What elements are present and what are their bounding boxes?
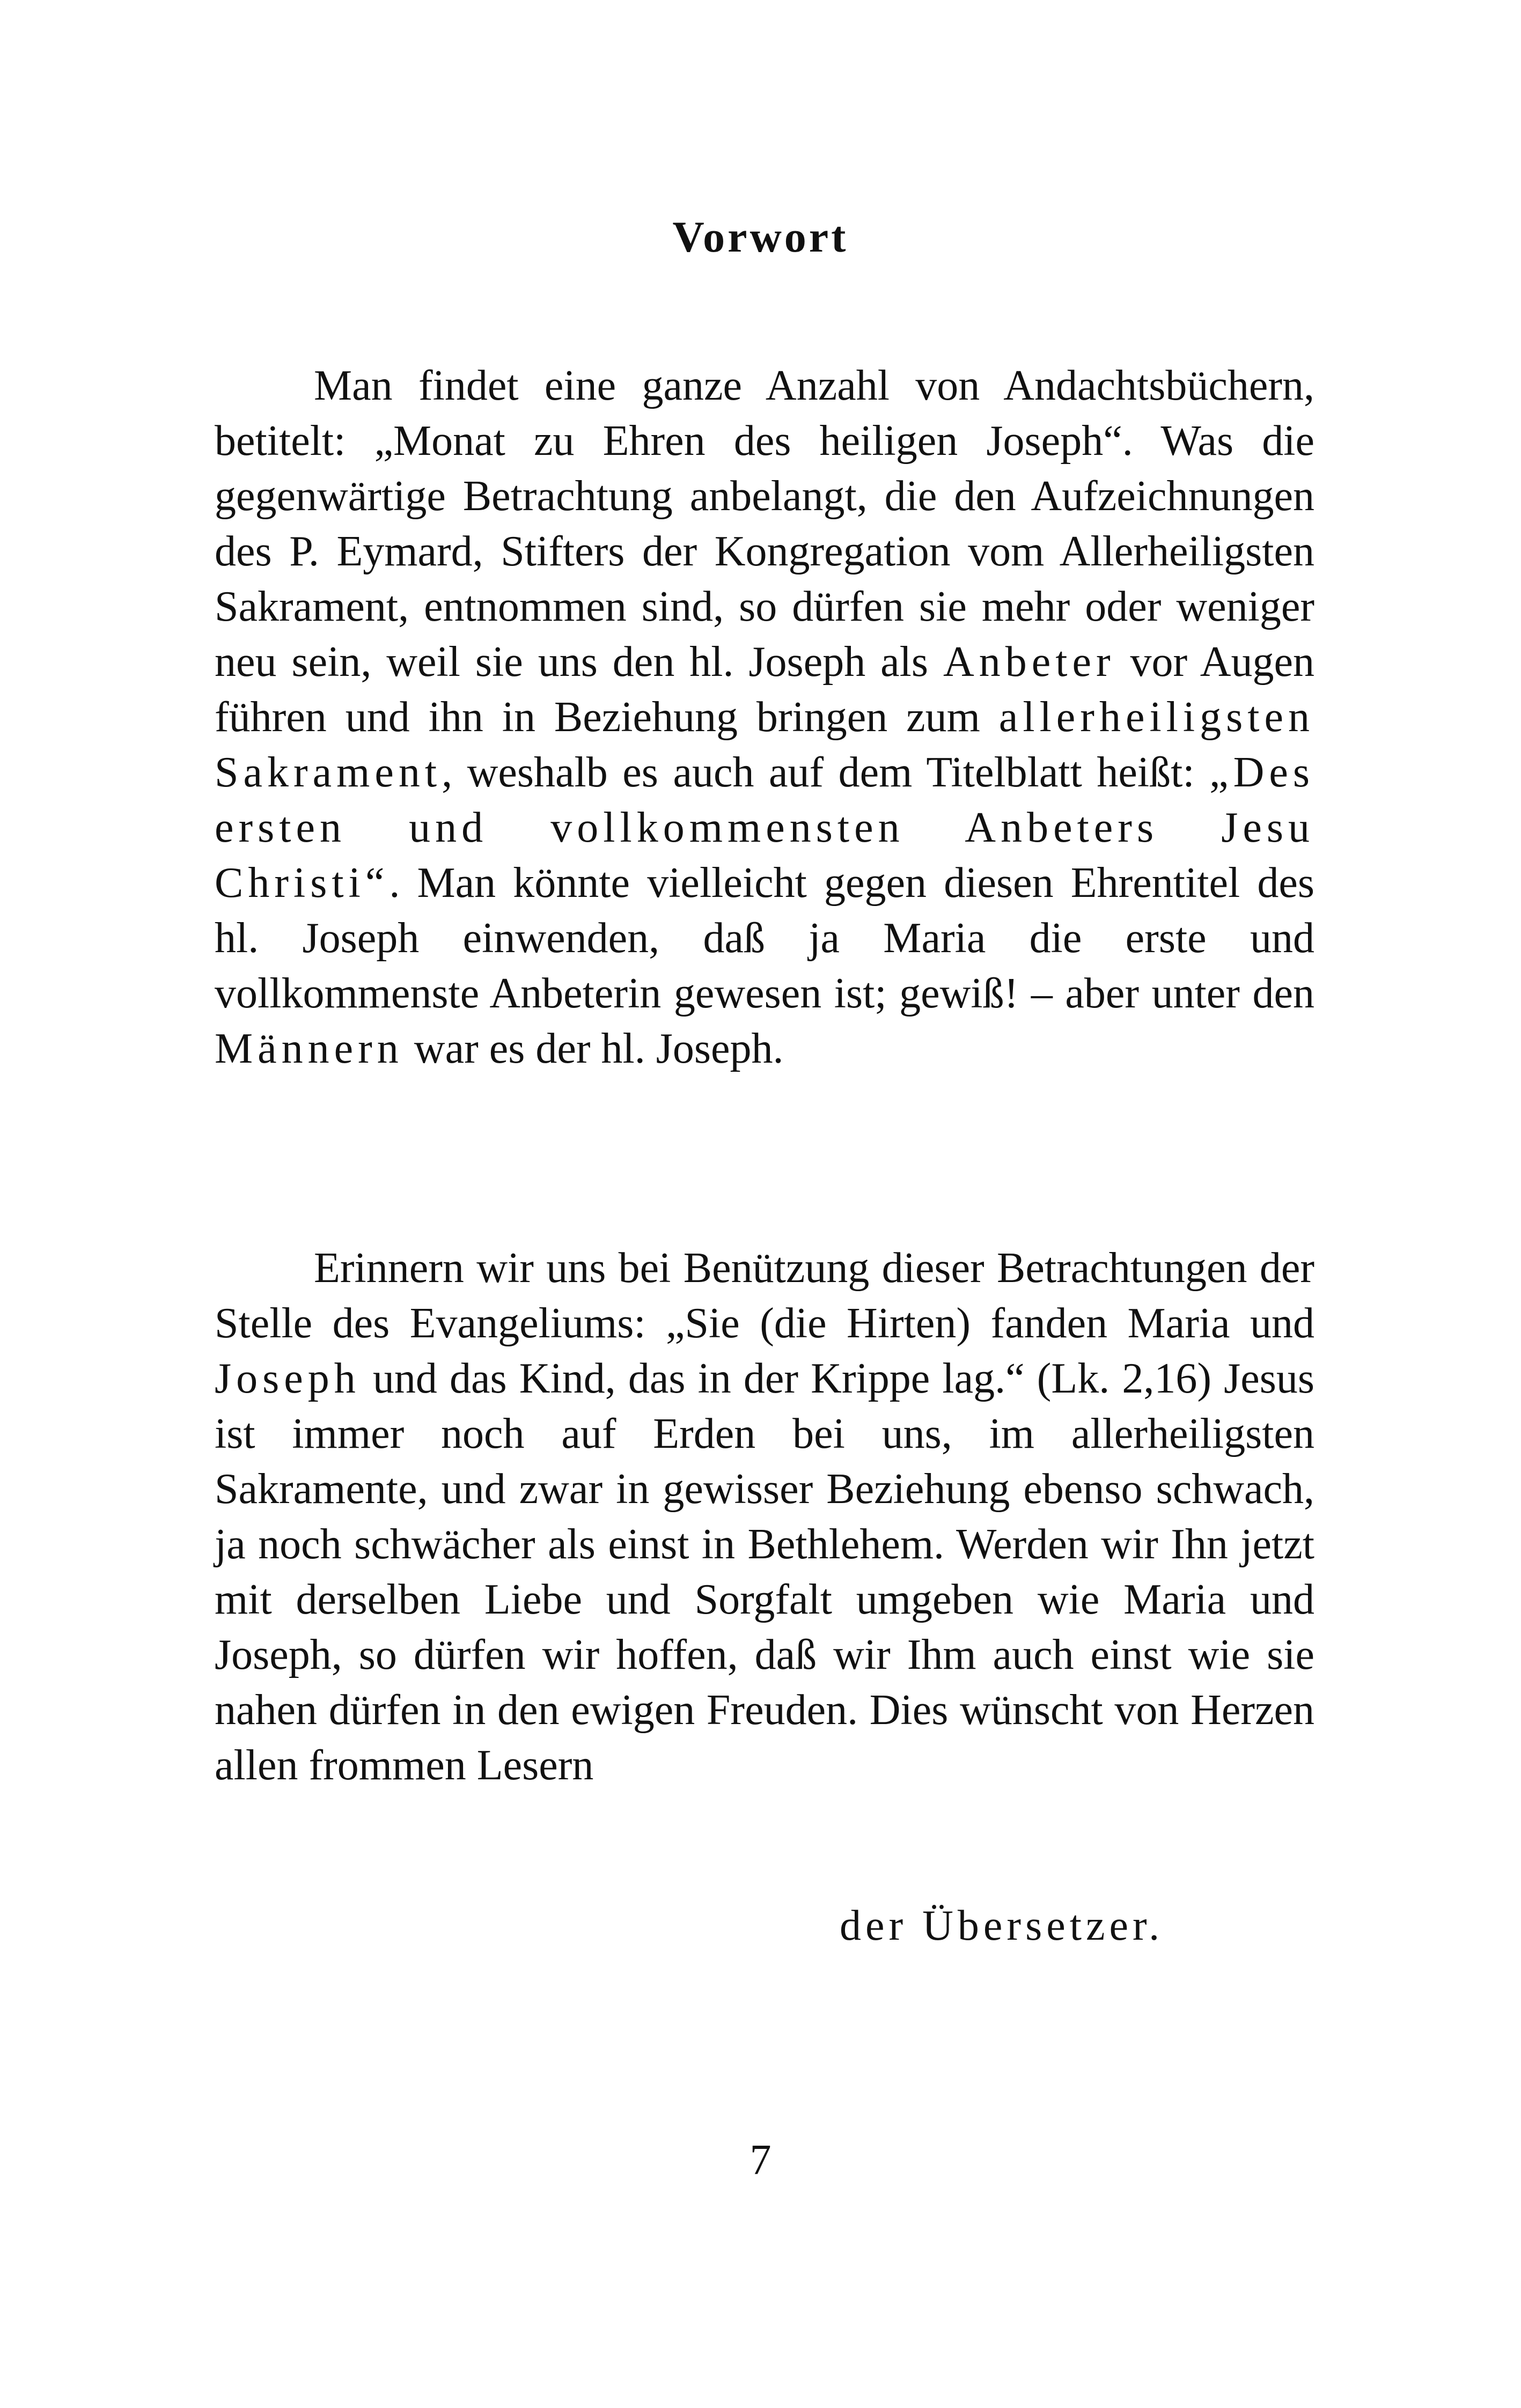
paragraph-1-emphasis-maennern: Männern <box>215 1025 403 1072</box>
paragraph-2-text-2: und das Kind, das in der Krippe lag.“ (Lk. 2,16) Jesus ist immer noch auf Erden bei uns, im allerheiligsten Sakramente, und zwar in gewisser Beziehung ebenso schwach, ja noch schwächer als einst in Bethlehem. Werden wir Ihn jetzt mit derselben Liebe und Sorgfalt umgeben wie Maria und Joseph, so dürfen wir hoffen, daß wir Ihm auch einst wie sie nahen dürfen in den ewigen Freuden. Dies wünscht von Herzen allen frommen Lesern <box>215 1355 1314 1789</box>
paragraph-1-text-2: vor Augen führen und ihn in Beziehung bringen zum <box>215 638 1314 741</box>
paragraph-2-emphasis-joseph: Joseph <box>215 1355 361 1402</box>
paragraph-1-text-5: war es der hl. Joseph. <box>403 1025 784 1072</box>
signature: der Übersetzer. <box>840 1902 1164 1949</box>
page-title: Vorwort <box>672 212 849 261</box>
paragraph-1-text-1: Man findet eine ganze Anzahl von Andachtsbüchern, betitelt: „Monat zu Ehren des heiligen Joseph“. Was die gegenwärtige Betrachtung anbelangt, die den Aufzeichnungen des P. Eymard, Stifters der Kongregation vom Allerheiligsten Sakrament, entnommen sind, so dürfen sie mehr oder weniger neu sein, weil sie uns den hl. Joseph als <box>215 362 1314 686</box>
paragraph-2 <box>215 1241 1314 1793</box>
paragraph-1-emphasis-sakrament: allerheiligsten Sakrament <box>215 694 1314 796</box>
paragraph-1-text-3: , weshalb es auch auf dem Titelblatt heißt: <box>442 749 1210 796</box>
paragraph-1 <box>215 358 1314 1077</box>
paragraph-1-emphasis-title-quote: „Des ersten und vollkommensten Anbeters Jesu Christi“ <box>215 749 1314 907</box>
page-number: 7 <box>750 2137 771 2184</box>
paragraph-1-emphasis-anbeter: Anbeter <box>943 638 1115 686</box>
paragraph-2-text-1: Erinnern wir uns bei Benützung dieser Betrachtungen der Stelle des Evangeliums: „Sie (die Hirten) fanden Maria und <box>215 1244 1314 1347</box>
paragraph-1-text-4: . Man könnte vielleicht gegen diesen Ehrentitel des hl. Joseph einwenden, daß ja Maria die erste und vollkommenste Anbeterin gewesen ist; gewiß! – aber unter den <box>215 859 1314 1017</box>
